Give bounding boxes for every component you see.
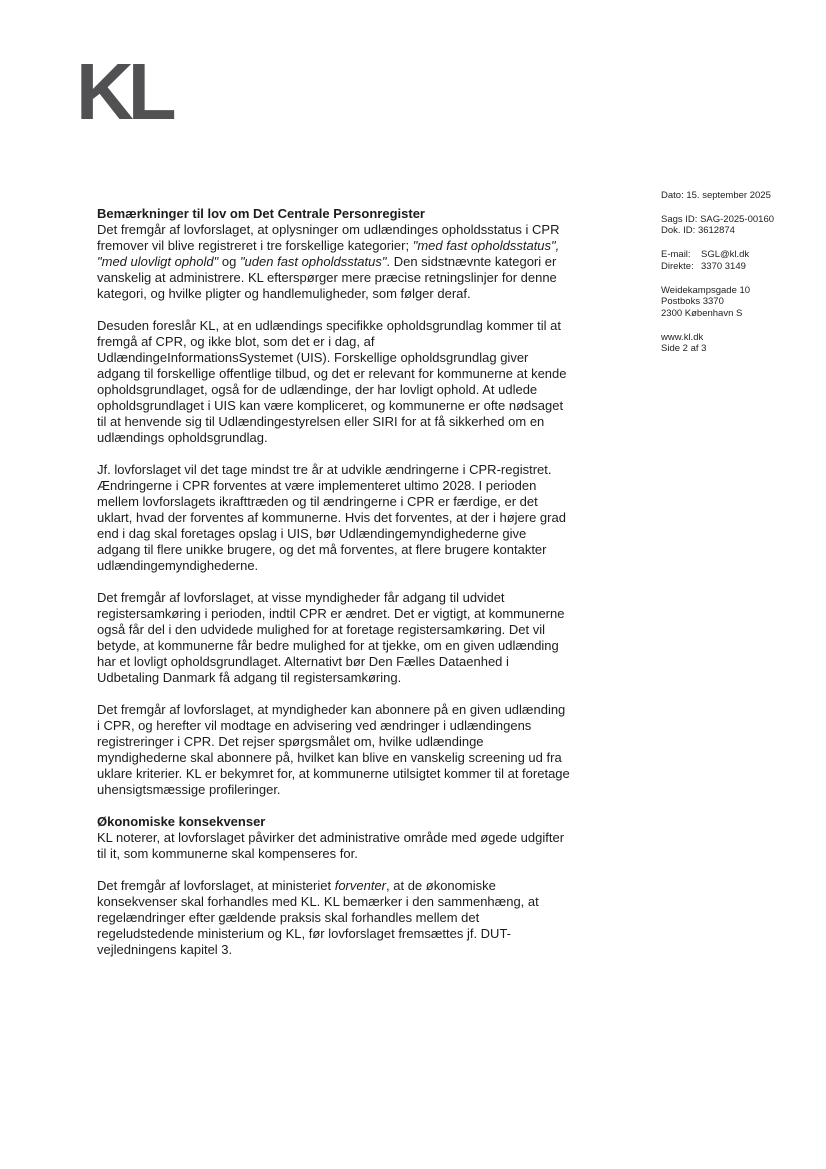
letter-body [97,206,571,974]
address-street: Weidekampsgade 10 [661,284,751,296]
letter-meta-sidebar [661,190,811,367]
date-line: Dato: 15. september 2025 [661,190,771,201]
sags-id-line: Sags ID: SAG-2025-00160 [661,213,775,225]
body-paragraph: Desuden foreslår KL, at en udlændings specifikke opholdsgrundlag kommer til at fremgå af CPR, og ikke blot, som det er i dag, af UdlændingeInformationsSystemet (UIS). Forskellige opholdsgrundlag giver adgang til forskellige offentlige tilbud, og det er relevant for kommunerne at kende opholdsgrundlaget, også for de udlændinge, der har lovligt ophold. At udlede opholdsgrundlaget i UIS kan være kompliceret, og kommunerne er ofte nødsaget til at henvende sig til Udlændingestyrelsen eller SIRI for at få sikkerhed om en udlændings opholdsgrundlag. [97,318,567,445]
address-postbox: Postboks 3370 [661,296,724,308]
section-heading-okonomiske: Økonomiske konsekvenser [97,814,266,829]
section-heading-bemaerkninger: Bemærkninger til lov om Det Centrale Personregister [97,206,425,221]
phone-line [661,261,811,273]
email-line [661,249,811,261]
page-number: Side 2 af 3 [661,343,707,355]
email-value: SGL@kl.dk [701,249,750,261]
body-paragraph: Jf. lovforslaget vil det tage mindst tre år at udvikle ændringerne i CPR-registret. Ændringerne i CPR forventes at være implementeret ultimo 2028. I perioden mellem lovforslagets ikrafttræden og til ændringerne i CPR er færdige, er det uklart, hvad der forventes af kommunerne. Hvis det forventes, at der i højere grad end i dag skal foretages opslag i UIS, bør Udlændingemyndighederne give adgang til flere unikke brugere, og det må forventes, at flere brugere kontakter udlændingemyndighederne. [97,462,566,573]
body-paragraph: Det fremgår af lovforslaget, at oplysninger om udlændinges opholdsstatus i CPR fremover vil blive registreret i tre forskellige kategorier; "med fast opholdsstatus", "med ulovligt ophold" og "uden fast opholdsstatus". Den sidstnævnte kategori er vanskelig at administrere. KL efterspørger mere præcise retningslinjer for denne kategori, og hvilke pligter og handlemuligheder, som følger deraf. [97,222,560,301]
website-line: www.kl.dk [661,331,704,343]
kl-logo: KL [76,47,171,136]
phone-value: 3370 3149 [701,260,746,272]
address-city: 2300 København S [661,307,743,319]
body-paragraph: Det fremgår af lovforslaget, at myndigheder kan abonnere på en given udlænding i CPR, og herefter vil modtage en advisering ved ændringer i udlændingens registreringer i CPR. Det rejser spørgsmålet om, hvilke udlændinge myndighederne skal abonnere på, hvilket kan blive en vanskelig screening ud fra uklare kriterier. KL er bekymret for, at kommunerne utilsigtet kommer til at foretage uhensigtsmæssige profileringer. [97,702,570,797]
email-label: E-mail: [661,249,691,261]
body-paragraph: Det fremgår af lovforslaget, at ministeriet forventer, at de økonomiske konsekvenser skal forhandles med KL. KL bemærker i den sammenhæng, at regelændringer efter gældende praksis skal forhandles mellem det regeludstedende ministerium og KL, før lovforslaget fremsættes jf. DUT-vejledningens kapitel 3. [97,878,539,957]
dok-id-line: Dok. ID: 3612874 [661,225,735,237]
body-paragraph: KL noterer, at lovforslaget påvirker det administrative område med øgede udgifter til it, som kommunerne skal kompenseres for. [97,830,565,861]
body-paragraph: Det fremgår af lovforslaget, at visse myndigheder får adgang til udvidet registersamkøring i perioden, indtil CPR er ændret. Det er vigtigt, at kommunerne også får del i den udvidede mulighed for at foretage registersamkøring. Det vil betyde, at kommunerne får bedre mulighed for at tjekke, om en given udlænding har et lovligt opholdsgrundlaget. Alternativt bør Den Fælles Dataenhed i Udbetaling Danmark få adgang til registersamkøring. [97,590,565,685]
phone-label: Direkte: [661,260,694,272]
